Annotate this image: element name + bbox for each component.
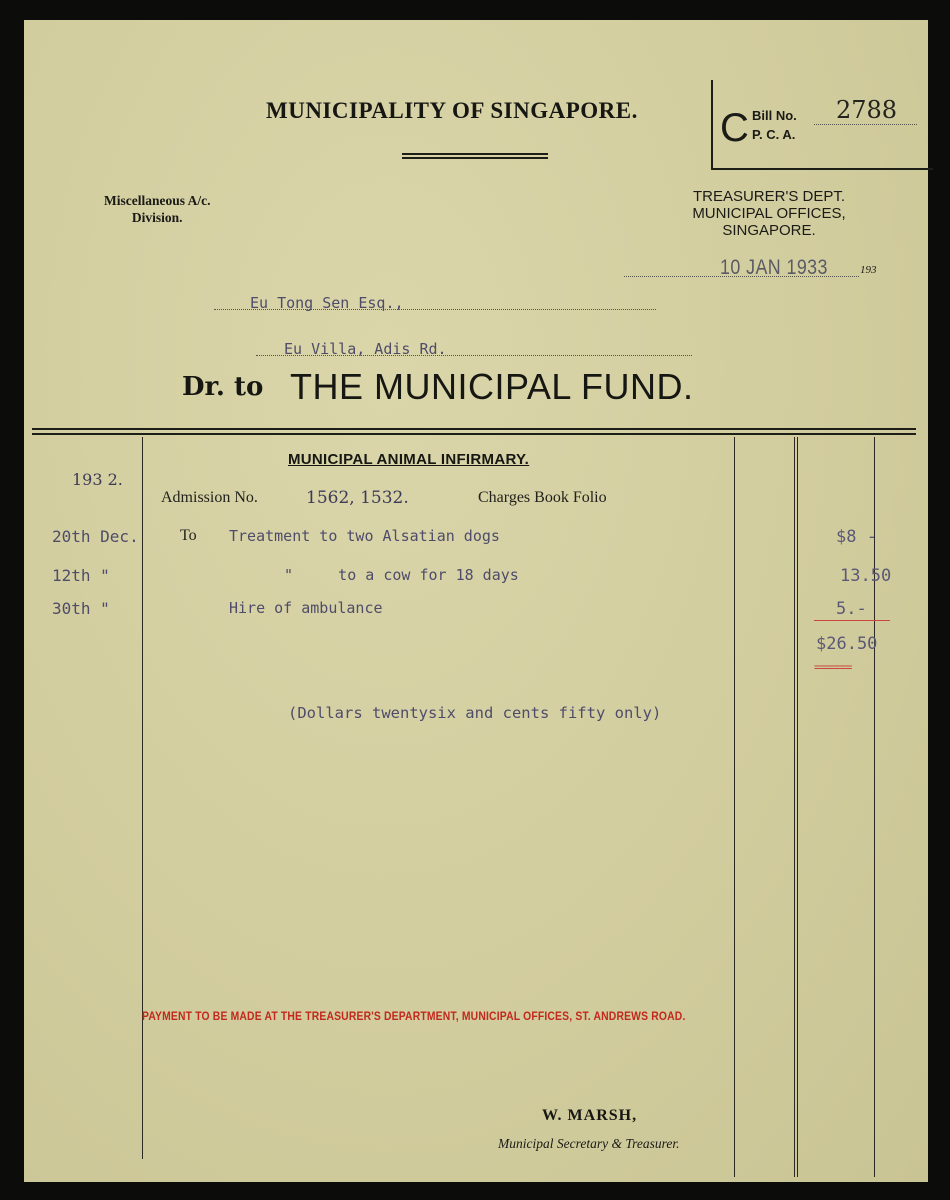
total-double-underline: ====== [814, 660, 852, 674]
bill-prefix-letter: C [720, 106, 749, 150]
addressee-address-line [256, 355, 692, 356]
item-3-amount: 5.- [836, 599, 867, 619]
treasurer-line-2: MUNICIPAL OFFICES, [692, 205, 846, 222]
item-1-amount: $8 - [836, 527, 877, 547]
signatory-name: W. MARSH, [542, 1107, 638, 1124]
item-1-to: To [180, 527, 197, 544]
signatory-title: Municipal Secretary & Treasurer. [498, 1136, 680, 1151]
column-left-rule [142, 437, 143, 1159]
debtor-to-label: Dr. to [182, 372, 264, 402]
payment-instructions: PAYMENT TO BE MADE AT THE TREASURER'S DEPARTMENT, MUNICIPAL OFFICES, ST. ANDREWS ROAD. [142, 1011, 686, 1023]
admission-label: Admission No. [161, 489, 258, 506]
table-top-rule-2 [32, 433, 916, 435]
division-label [104, 192, 211, 226]
printed-year: 193 [860, 264, 877, 276]
title-rule-bottom [402, 157, 548, 159]
entry-year: 193 2. [72, 470, 123, 489]
column-amount-rule-mid-2 [797, 437, 798, 1177]
total-amount: $26.50 [816, 634, 878, 654]
treasurer-line-1: TREASURER'S DEPT. [692, 188, 846, 205]
item-1-description: Treatment to two Alsatian dogs [229, 527, 500, 545]
item-3-description: Hire of ambulance [229, 599, 383, 617]
subtotal-red-rule [814, 620, 890, 621]
item-3-date: 30th " [52, 599, 110, 618]
item-2-date: 12th " [52, 566, 110, 585]
addressee-name-line [214, 309, 656, 310]
date-stamp: 10 JAN 1933 [720, 256, 828, 279]
date-line [624, 276, 859, 277]
amount-in-words: (Dollars twentysix and cents fifty only) [288, 704, 662, 722]
fund-name: THE MUNICIPAL FUND. [290, 366, 694, 407]
pca-label: P. C. A. [752, 127, 796, 142]
bill-no-label: Bill No. [752, 108, 797, 123]
bill-document [24, 20, 928, 1182]
title-rule-top [402, 153, 548, 155]
bill-number-line [814, 124, 917, 125]
division-line-1: Miscellaneous A/c. [104, 193, 211, 208]
admission-numbers: 1562, 1532. [306, 488, 409, 508]
document-title: MUNICIPALITY OF SINGAPORE. [266, 98, 638, 123]
item-2-amount: 13.50 [840, 566, 892, 586]
item-1-date: 20th Dec. [52, 527, 139, 546]
item-2-description: " to a cow for 18 days [284, 566, 519, 584]
bill-number: 2788 [836, 96, 898, 124]
section-title: MUNICIPAL ANIMAL INFIRMARY. [288, 451, 530, 468]
charges-book-label: Charges Book Folio [478, 489, 607, 506]
treasurer-address [664, 188, 874, 239]
treasurer-line-3: SINGAPORE. [722, 222, 816, 239]
division-line-2: Division. [131, 210, 183, 225]
column-amount-rule-right [874, 437, 875, 1177]
column-amount-rule-left [734, 437, 735, 1177]
column-amount-rule-mid-1 [794, 437, 795, 1177]
table-top-rule-1 [32, 428, 916, 430]
addressee-name: Eu Tong Sen Esq., [250, 294, 404, 312]
addressee-address: Eu Villa, Adis Rd. [284, 340, 447, 358]
